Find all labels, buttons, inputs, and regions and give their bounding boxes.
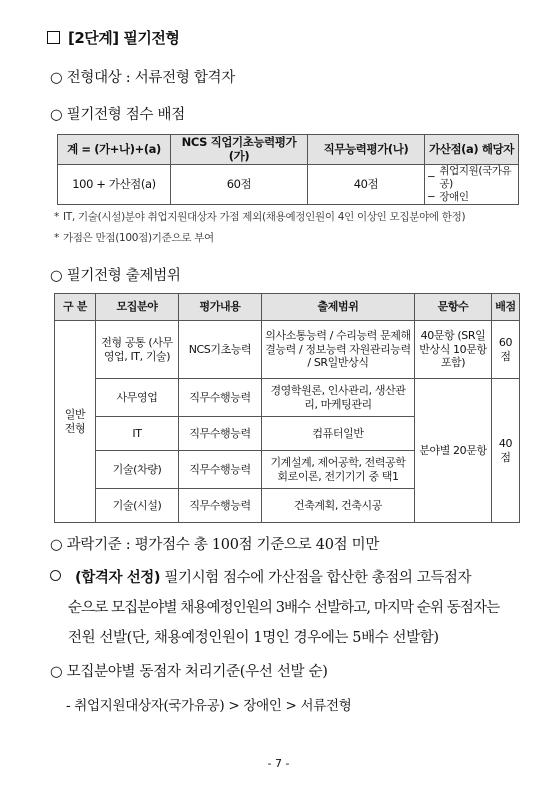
range-scope-cell: 기계설계, 제어공학, 전력공학 회로이론, 전기기기 중 택1 — [262, 451, 415, 489]
fail-criteria: ○ 과락기준 : 평가점수 총 100점 기준으로 40점 미만 — [50, 537, 380, 553]
section-title-text: [2단계] 필기전형 — [68, 29, 180, 47]
page-number: - 7 - — [267, 757, 290, 770]
score-header-total: 계 = (가+나)+(a) — [58, 135, 171, 165]
range-field-cell: 기술(시설) — [96, 489, 179, 523]
score-total-cell: 100 + 가산점(a) — [58, 164, 171, 204]
range-job-points-cell: 40점 — [492, 379, 520, 523]
score-table — [57, 134, 519, 205]
pass-selection — [50, 563, 525, 653]
range-eval-cell: 직무수행능력 — [179, 379, 262, 417]
range-eval-cell: 직무수행능력 — [179, 451, 262, 489]
score-header-benefit: 가산점(a) 해당자 — [425, 135, 519, 165]
range-heading: ○ 필기전형 출제범위 — [50, 268, 181, 284]
range-field-cell: 기술(차량) — [96, 451, 179, 489]
score-benefit-cell — [425, 164, 519, 204]
benefit-item: − 취업지원(국가유공) — [427, 164, 512, 190]
note-2: * 가점은 만점(100점)기준으로 부여 — [54, 232, 214, 244]
score-header-job: 직무능력평가(나) — [308, 135, 425, 165]
range-eval-cell: 직무수행능력 — [179, 489, 262, 523]
target-line: ○ 전형대상 : 서류전형 합격자 — [50, 70, 235, 86]
circle-bullet-icon — [50, 570, 61, 581]
score-header-ncs: NCS 직업기초능력평가(가) — [171, 135, 308, 165]
range-scope-cell: 경영학원론, 인사관리, 생산관리, 마케팅관리 — [262, 379, 415, 417]
range-field-cell: IT — [96, 417, 179, 451]
section-title — [47, 27, 179, 48]
range-header-category: 구 분 — [55, 294, 96, 321]
range-header-scope: 출제범위 — [262, 294, 415, 321]
pass-selection-label: (합격자 선정) — [75, 570, 161, 586]
score-heading: ○ 필기전형 점수 배점 — [50, 107, 185, 123]
range-scope-cell: 건축계획, 건축시공 — [262, 489, 415, 523]
range-job-count-cell: 분야별 20문항 — [415, 379, 492, 523]
range-field-cell: 사무영업 — [96, 379, 179, 417]
score-ncs-cell: 60점 — [171, 164, 308, 204]
range-count-cell: 40문항 (SR일반상식 10문항포함) — [415, 321, 492, 379]
range-eval-cell: 직무수행능력 — [179, 417, 262, 451]
pass-selection-line-1: (합격자 선정) 필기시험 점수에 가산점을 합산한 총점의 고득점자 — [50, 563, 525, 593]
pass-selection-line-3: 전원 선발(단, 채용예정인원이 1명인 경우에는 5배수 선발함) — [68, 630, 439, 646]
range-group-label: 일반 전형 — [55, 321, 96, 523]
note-1: * IT, 기술(시설)분야 취업지원대상자 가점 제외(채용예정인원이 4인 이상인 모집분야에 한정) — [54, 211, 466, 223]
tie-detail: - 취업지원대상자(국가유공) > 장애인 > 서류전형 — [66, 698, 352, 714]
benefit-item: − 장애인 — [427, 191, 469, 203]
score-job-cell: 40점 — [308, 164, 425, 204]
range-points-cell: 60점 — [492, 321, 520, 379]
range-header-points: 배점 — [492, 294, 520, 321]
range-scope-cell: 컴퓨터일반 — [262, 417, 415, 451]
range-table — [54, 293, 520, 523]
checkbox-square-icon — [47, 31, 60, 44]
range-header-count: 문항수 — [415, 294, 492, 321]
range-field-cell: 전형 공통 (사무영업, IT, 기술) — [96, 321, 179, 379]
tie-heading: ○ 모집분야별 동점자 처리기준(우선 선발 순) — [50, 664, 328, 680]
pass-selection-line-2: 순으로 모집분야별 채용예정인원의 3배수 선발하고, 마지막 순위 동점자는 — [68, 600, 500, 616]
range-eval-cell: NCS기초능력 — [179, 321, 262, 379]
range-scope-cell: 의사소통능력 / 수리능력 문제해결능력 / 정보능력 자원관리능력 / SR일반상식 — [262, 321, 415, 379]
range-header-field: 모집분야 — [96, 294, 179, 321]
range-header-eval: 평가내용 — [179, 294, 262, 321]
